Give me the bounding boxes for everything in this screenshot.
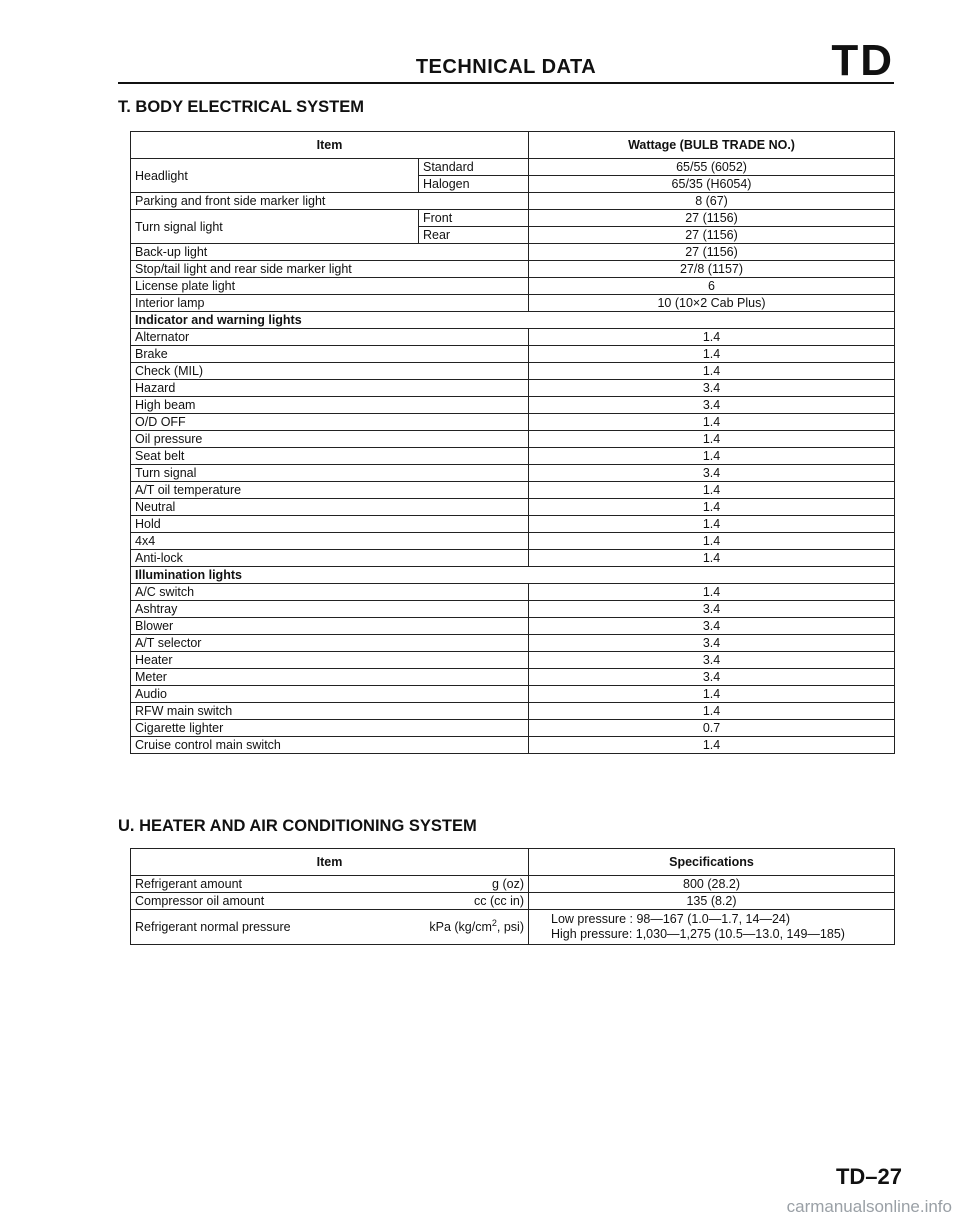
row-value: 1.4 (529, 550, 895, 567)
row-sublabel: Halogen (419, 176, 529, 193)
row-label: A/T oil temperature (131, 482, 529, 499)
row-sublabel: Front (419, 210, 529, 227)
row-label: Heater (131, 652, 529, 669)
row-value: 27 (1156) (529, 210, 895, 227)
row-value: 65/55 (6052) (529, 159, 895, 176)
row-value: 1.4 (529, 499, 895, 516)
row-label: Meter (131, 669, 529, 686)
row-value: 3.4 (529, 652, 895, 669)
row-label: Hazard (131, 380, 529, 397)
section-heading-heater-ac: U. HEATER AND AIR CONDITIONING SYSTEM (118, 817, 477, 835)
row-label: High beam (131, 397, 529, 414)
table-row (131, 876, 895, 893)
column-header-item: Item (131, 849, 529, 876)
row-value: 1.4 (529, 584, 895, 601)
row-label: Back-up light (131, 244, 529, 261)
table-row (131, 244, 895, 261)
row-label: Hold (131, 516, 529, 533)
row-label: License plate light (131, 278, 529, 295)
row-value: 800 (28.2) (529, 876, 895, 893)
row-label: Turn signal (131, 465, 529, 482)
table-row (131, 159, 895, 176)
row-value (529, 910, 895, 945)
row-value: 1.4 (529, 329, 895, 346)
table-row (131, 669, 895, 686)
section-tag: TD (831, 36, 894, 85)
table-header-row (131, 849, 895, 876)
row-label: Stop/tail light and rear side marker light (131, 261, 529, 278)
column-header-wattage: Wattage (BULB TRADE NO.) (529, 132, 895, 159)
row-value: 1.4 (529, 431, 895, 448)
page-header (118, 36, 894, 85)
row-value: 1.4 (529, 703, 895, 720)
row-value: 3.4 (529, 601, 895, 618)
row-value: 0.7 (529, 720, 895, 737)
table-row (131, 499, 895, 516)
row-label: Compressor oil amount (135, 894, 265, 908)
row-value: 1.4 (529, 686, 895, 703)
row-value: 1.4 (529, 737, 895, 754)
row-value: 65/35 (H6054) (529, 176, 895, 193)
unit-superscript: 2 (491, 917, 497, 928)
table-row (131, 618, 895, 635)
row-value: 10 (10×2 Cab Plus) (529, 295, 895, 312)
unit-text: kPa (kg/cm (429, 920, 492, 934)
table-row (131, 380, 895, 397)
table-row (131, 737, 895, 754)
row-label: Headlight (131, 159, 419, 193)
table-row (131, 652, 895, 669)
low-pressure-value: Low pressure : 98—167 (1.0—1.7, 14—24) (551, 912, 791, 926)
table-row (131, 397, 895, 414)
table-row (131, 686, 895, 703)
table-row (131, 550, 895, 567)
row-label: Refrigerant amount (135, 877, 243, 891)
page-number: TD–27 (835, 1164, 902, 1189)
row-label-cell (131, 876, 529, 893)
row-value: 1.4 (529, 363, 895, 380)
row-label: A/C switch (131, 584, 529, 601)
row-label-cell (131, 893, 529, 910)
row-label: Alternator (131, 329, 529, 346)
unit-text: , psi) (496, 920, 524, 934)
table-row (131, 329, 895, 346)
heater-ac-spec-table (130, 848, 895, 945)
table-row (131, 346, 895, 363)
row-value: 27/8 (1157) (529, 261, 895, 278)
row-label: Blower (131, 618, 529, 635)
table-row (131, 278, 895, 295)
row-value: 3.4 (529, 465, 895, 482)
row-label: 4x4 (131, 533, 529, 550)
row-label: Anti-lock (131, 550, 529, 567)
table-row (131, 363, 895, 380)
watermark: carmanualsonline.info (786, 1197, 952, 1216)
section-heading-body-electrical: T. BODY ELECTRICAL SYSTEM (118, 98, 365, 116)
row-value: 3.4 (529, 397, 895, 414)
row-value: 1.4 (529, 516, 895, 533)
row-label: Seat belt (131, 448, 529, 465)
row-label: Refrigerant normal pressure (135, 920, 291, 934)
row-value: 1.4 (529, 448, 895, 465)
table-row (131, 482, 895, 499)
row-label: A/T selector (131, 635, 529, 652)
row-unit: g (oz) (492, 877, 524, 891)
row-label: Parking and front side marker light (131, 193, 529, 210)
row-label: Audio (131, 686, 529, 703)
row-label: Cigarette lighter (131, 720, 529, 737)
page-title: TECHNICAL DATA (415, 56, 597, 78)
table-row (131, 720, 895, 737)
table-row (131, 584, 895, 601)
row-label: O/D OFF (131, 414, 529, 431)
row-label: RFW main switch (131, 703, 529, 720)
high-pressure-value: High pressure: 1,030—1,275 (10.5—13.0, 149—185) (551, 927, 845, 941)
column-header-specifications: Specifications (529, 849, 895, 876)
row-value: 3.4 (529, 635, 895, 652)
row-value: 27 (1156) (529, 244, 895, 261)
row-value: 1.4 (529, 482, 895, 499)
row-value: 3.4 (529, 380, 895, 397)
row-label: Cruise control main switch (131, 737, 529, 754)
table-row (131, 516, 895, 533)
table-header-row (131, 132, 895, 159)
group-heading-row (131, 567, 895, 584)
table-row (131, 261, 895, 278)
row-label: Brake (131, 346, 529, 363)
row-label: Check (MIL) (131, 363, 529, 380)
group-heading-row (131, 312, 895, 329)
row-value: 8 (67) (529, 193, 895, 210)
table-row (131, 533, 895, 550)
row-label: Turn signal light (131, 210, 419, 244)
row-sublabel: Rear (419, 227, 529, 244)
row-label-cell (131, 910, 529, 945)
row-value: 1.4 (529, 414, 895, 431)
row-value: 27 (1156) (529, 227, 895, 244)
table-row (131, 448, 895, 465)
row-value: 3.4 (529, 618, 895, 635)
row-value: 1.4 (529, 346, 895, 363)
row-unit (429, 910, 524, 944)
row-label: Oil pressure (131, 431, 529, 448)
row-value: 1.4 (529, 533, 895, 550)
table-row (131, 893, 895, 910)
bulb-wattage-table (130, 131, 895, 754)
row-label: Ashtray (131, 601, 529, 618)
table-row (131, 635, 895, 652)
row-value: 3.4 (529, 669, 895, 686)
row-unit: cc (cc in) (474, 894, 524, 908)
group-heading-indicator: Indicator and warning lights (131, 312, 895, 329)
table-row (131, 431, 895, 448)
row-value: 135 (8.2) (529, 893, 895, 910)
row-sublabel: Standard (419, 159, 529, 176)
table-row (131, 193, 895, 210)
table-row (131, 601, 895, 618)
table-row (131, 210, 895, 227)
column-header-item: Item (131, 132, 529, 159)
table-row (131, 910, 895, 945)
table-row (131, 465, 895, 482)
table-row (131, 295, 895, 312)
row-value: 6 (529, 278, 895, 295)
row-label: Neutral (131, 499, 529, 516)
table-row (131, 414, 895, 431)
table-row (131, 703, 895, 720)
group-heading-illumination: Illumination lights (131, 567, 895, 584)
row-label: Interior lamp (131, 295, 529, 312)
